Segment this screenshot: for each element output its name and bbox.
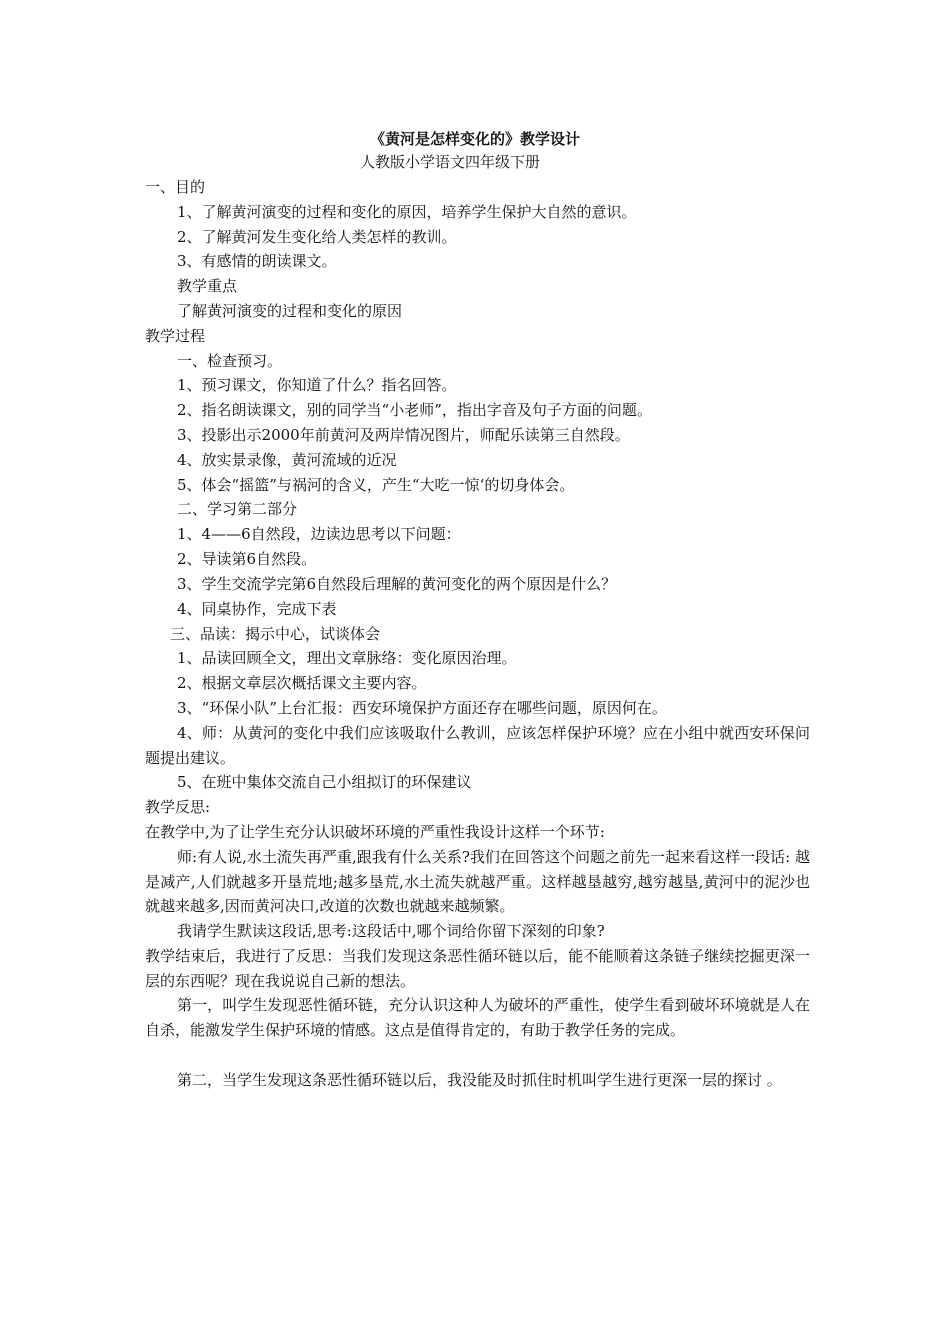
part3-item-4: 4、师：从黄河的变化中我们应该吸取什么教训，应该怎样保护环境？应在小组中就西安环保问题提出建议。 bbox=[145, 724, 810, 767]
part1-item: 4、放实景录像，黄河流域的近况 bbox=[177, 451, 397, 469]
part3-item: 3、“环保小队”上台汇报：西安环境保护方面还存在哪些问题，原因何在。 bbox=[177, 699, 667, 717]
part1-heading: 一、检查预习。 bbox=[177, 352, 283, 370]
key-heading: 教学重点 bbox=[177, 277, 238, 295]
part2-item: 4、同桌协作，完成下表 bbox=[177, 600, 337, 618]
part1-item: 5、体会“摇篮”与祸河的含义，产生“大吃一惊‘的切身体会。 bbox=[177, 476, 575, 494]
part2-heading: 二、学习第二部分 bbox=[177, 500, 298, 518]
part2-item: 1、4——6自然段，边读边思考以下问题： bbox=[177, 525, 461, 543]
part1-item: 3、投影出示2000年前黄河及两岸情况图片，师配乐读第三自然段。 bbox=[177, 426, 630, 444]
part1-item: 1、预习课文，你知道了什么？指名回答。 bbox=[177, 376, 457, 394]
part1-item: 2、指名朗读课文，别的同学当“小老师”，指出字音及句子方面的问题。 bbox=[177, 401, 652, 419]
reflection-paragraph: 第二，当学生发现这条恶性循环链以后，我没能及时抓住时机叫学生进行更深一层的探讨 。 bbox=[177, 1071, 782, 1089]
reflection-paragraph: 我请学生默读这段话,思考:这段话中,哪个词给你留下深刻的印象? bbox=[177, 922, 605, 940]
goal-heading: 一、目的 bbox=[145, 178, 206, 196]
part3-item: 2、根据文章层次概括课文主要内容。 bbox=[177, 674, 427, 692]
key-text: 了解黄河演变的过程和变化的原因 bbox=[177, 302, 403, 320]
goal-item: 2、了解黄河发生变化给人类怎样的教训。 bbox=[177, 228, 457, 246]
part2-item: 3、学生交流学完第6自然段后理解的黄河变化的两个原因是什么？ bbox=[177, 575, 617, 593]
part3-heading: 三、品读：揭示中心，试谈体会 bbox=[170, 625, 381, 643]
document-subtitle: 人教版小学语文四年级下册 bbox=[360, 153, 541, 171]
reflection-paragraph: 第一，叫学生发现恶性循环链，充分认识这种人为破坏的严重性，使学生看到破坏环境就是人在自杀，能激发学生保护环境的情感。这点是值得肯定的，有助于教学任务的完成。 bbox=[145, 996, 810, 1039]
part3-item: 1、品读回顾全文，理出文章脉络：变化原因治理。 bbox=[177, 649, 517, 667]
part2-item: 2、导读第6自然段。 bbox=[177, 550, 317, 568]
reflection-paragraph: 师:有人说,水土流失再严重,跟我有什么关系?我们在回答这个问题之前先一起来看这样一段话: 越是减产,人们就越多开垦荒地;越多垦荒,水土流失就越严重。这样越垦越穷,越穷越垦,黄河中的泥沙也就越来越多,因而黄河决口,改道的次数也就越来越频繁。 bbox=[145, 848, 810, 915]
goal-item: 3、有感情的朗读课文。 bbox=[177, 252, 337, 270]
goal-item: 1、了解黄河演变的过程和变化的原因，培养学生保护大自然的意识。 bbox=[177, 203, 637, 221]
reflection-paragraph: 教学结束后，我进行了反思：当我们发现这条恶性循环链以后，能不能顺着这条链子继续挖掘更深一层的东西呢？现在我说说自己新的想法。 bbox=[145, 947, 810, 990]
process-heading: 教学过程 bbox=[145, 327, 206, 345]
part3-item-5: 5、在班中集体交流自己小组拟订的环保建议 bbox=[177, 773, 472, 791]
document-title: 《黄河是怎样变化的》教学设计 bbox=[369, 130, 580, 148]
reflection-heading: 教学反思: bbox=[145, 798, 211, 816]
reflection-intro: 在教学中,为了让学生充分认识破坏环境的严重性我设计这样一个环节: bbox=[145, 823, 605, 841]
